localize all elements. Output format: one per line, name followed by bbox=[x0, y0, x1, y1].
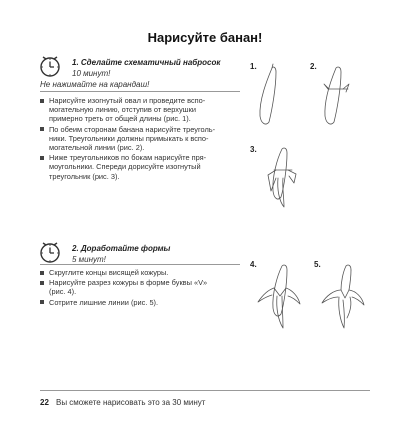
step1-title: 1. Сделайте схематичный набросок bbox=[72, 58, 221, 67]
clock-icon bbox=[38, 54, 62, 78]
list-item: Ниже треугольников по бокам нарисуйте пря- моугольники. Спереди дорисуйте изогнутый треугольник (рис. 3). bbox=[40, 153, 245, 181]
bullet-icon bbox=[40, 271, 44, 275]
figure-5-number: 5. bbox=[314, 260, 321, 269]
bullet-icon bbox=[40, 156, 44, 160]
figure-2-number: 2. bbox=[310, 62, 317, 71]
step2-time: 5 минут! bbox=[72, 255, 106, 264]
bullet-icon bbox=[40, 300, 44, 304]
bullet-icon bbox=[40, 281, 44, 285]
page-title: Нарисуйте банан! bbox=[147, 30, 263, 45]
banana-sketch-1 bbox=[250, 62, 290, 132]
list-item: Нарисуйте изогнутый овал и проведите вспо- могательную линию, отступив от верхушки примерно треть от общей длины (рис. 1). bbox=[40, 96, 245, 124]
figure-4-number: 4. bbox=[250, 260, 257, 269]
banana-sketch-2 bbox=[310, 62, 360, 132]
list-item: По обеим сторонам банана нарисуйте треуголь- ники. Треугольники должны примыкать к вспо- могательной линии (рис. 2). bbox=[40, 125, 245, 153]
banana-sketch-4 bbox=[250, 260, 310, 335]
step1-time: 10 минут! bbox=[72, 69, 111, 78]
list-item: Нарисуйте разрез кожуры в форме буквы «V» (рис. 4). bbox=[40, 278, 245, 296]
banana-sketch-5 bbox=[314, 260, 374, 335]
footer-text: Вы сможете нарисовать это за 30 минут bbox=[56, 398, 206, 407]
bullet-icon bbox=[40, 99, 44, 103]
step1-note: Не нажимайте на карандаш! bbox=[40, 80, 150, 89]
divider bbox=[40, 91, 240, 92]
figure-1-number: 1. bbox=[250, 62, 257, 71]
clock-icon bbox=[38, 240, 62, 264]
banana-sketch-3 bbox=[250, 145, 310, 215]
list-item: Скруглите концы висящей кожуры. bbox=[40, 268, 245, 277]
list-item: Сотрите лишние линии (рис. 5). bbox=[40, 298, 245, 307]
divider bbox=[40, 264, 240, 265]
bullet-icon bbox=[40, 127, 44, 131]
step1-list bbox=[40, 96, 245, 182]
figure-3-number: 3. bbox=[250, 145, 257, 154]
page-number: 22 bbox=[40, 398, 49, 407]
footer-divider bbox=[40, 390, 370, 391]
step2-list bbox=[40, 268, 245, 308]
step2-title: 2. Доработайте формы bbox=[72, 244, 171, 253]
